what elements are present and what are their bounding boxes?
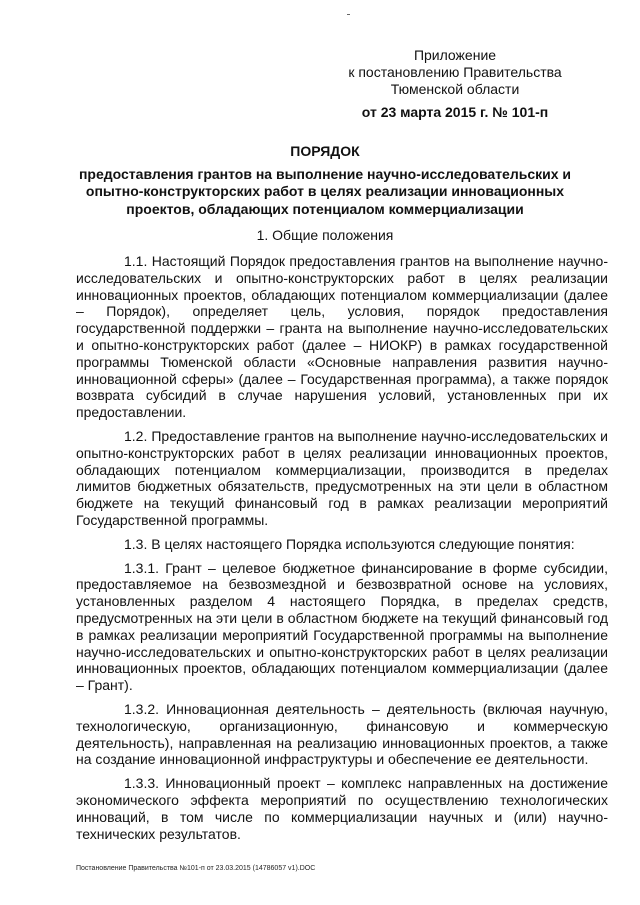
paragraph-1-3: 1.3. В целях настоящего Порядка используются следующие понятия:: [124, 535, 575, 552]
paragraph-1-3-1: 1.3.1. Грант – целевое бюджетное финансирование в форме субсидии, предоставляемое на безвозмездной и безвозвратной основе на условиях, установленных разделом 4 настоящего Порядка, в пределах средств, предусмотренных на эти цели в областном бюджете на текущий финансовый год в рамках реализации мероприятий Государственной программы на выполнение научно-исследовательских и опытно-конструкторских работ в целях реализации инновационных проектов, обладающих потенциалом коммерциализации (далее – Грант).: [76, 559, 608, 694]
paragraph-1-2: 1.2. Предоставление грантов на выполнение научно-исследовательских и опытно-конструкторских работ в целях реализации инновационных проектов, обладающих потенциалом коммерциализации, производится в пределах лимитов бюджетных обязательств, предусмотренных на эти цели в областном бюджете на текущий финансовый год в рамках реализации мероприятий Государственной программы.: [76, 427, 608, 528]
title-main: ПОРЯДОК: [290, 143, 360, 159]
title-subtitle: предоставления грантов на выполнение научно-исследовательских и опытно-конструкторских работ в целях реализации инновационных проектов, обладающих потенциалом коммерциализации: [78, 165, 572, 217]
scan-mark: [347, 14, 350, 15]
appendix-label: Приложение: [413, 47, 497, 63]
appendix-date: от 23 марта 2015 г. № 101-п: [361, 104, 549, 120]
paragraph-1-3-2: 1.3.2. Инновационная деятельность – деятельность (включая научную, технологическую, организационную, финансовую и коммерческую деятельность), направленная на реализацию инновационных проектов, а также на создание инновационной инфраструктуры и обеспечение ее деятельности.: [76, 700, 608, 768]
appendix-block: [330, 47, 580, 121]
appendix-resolution: к постановлению Правительства: [348, 64, 562, 80]
section-heading: 1. Общие положения: [256, 227, 394, 243]
document-title: [60, 143, 590, 218]
paragraph-1-3-3: 1.3.3. Инновационный проект – комплекс направленных на достижение экономического эффекта мероприятий по осуществлению технологических инноваций, в том числе по коммерциализации научных и (или) научно-технических результатов.: [76, 775, 608, 842]
document-body: [76, 253, 608, 849]
appendix-region: Тюменской области: [390, 81, 520, 97]
paragraph-1-1: 1.1. Настоящий Порядок предоставления грантов на выполнение научно-исследовательских и опытно-конструкторских работ в целях реализации инновационных проектов, обладающих потенциалом коммерциализации (далее – Порядок), определяет цель, условия, порядок предоставления государственной поддержки – гранта на выполнение научно-исследовательских и опытно-конструкторских работ (далее – НИОКР) в рамках государственной программы Тюменской области «Основные направления развития научно-инновационной сферы» (далее – Государственная программа), а также порядок возврата субсидий в случае нарушения условий, установленных при их предоставлении.: [76, 253, 608, 421]
footer-filename: Постановление Правительства №101-п от 23.03.2015 (14786057 v1).DOC: [76, 865, 316, 872]
